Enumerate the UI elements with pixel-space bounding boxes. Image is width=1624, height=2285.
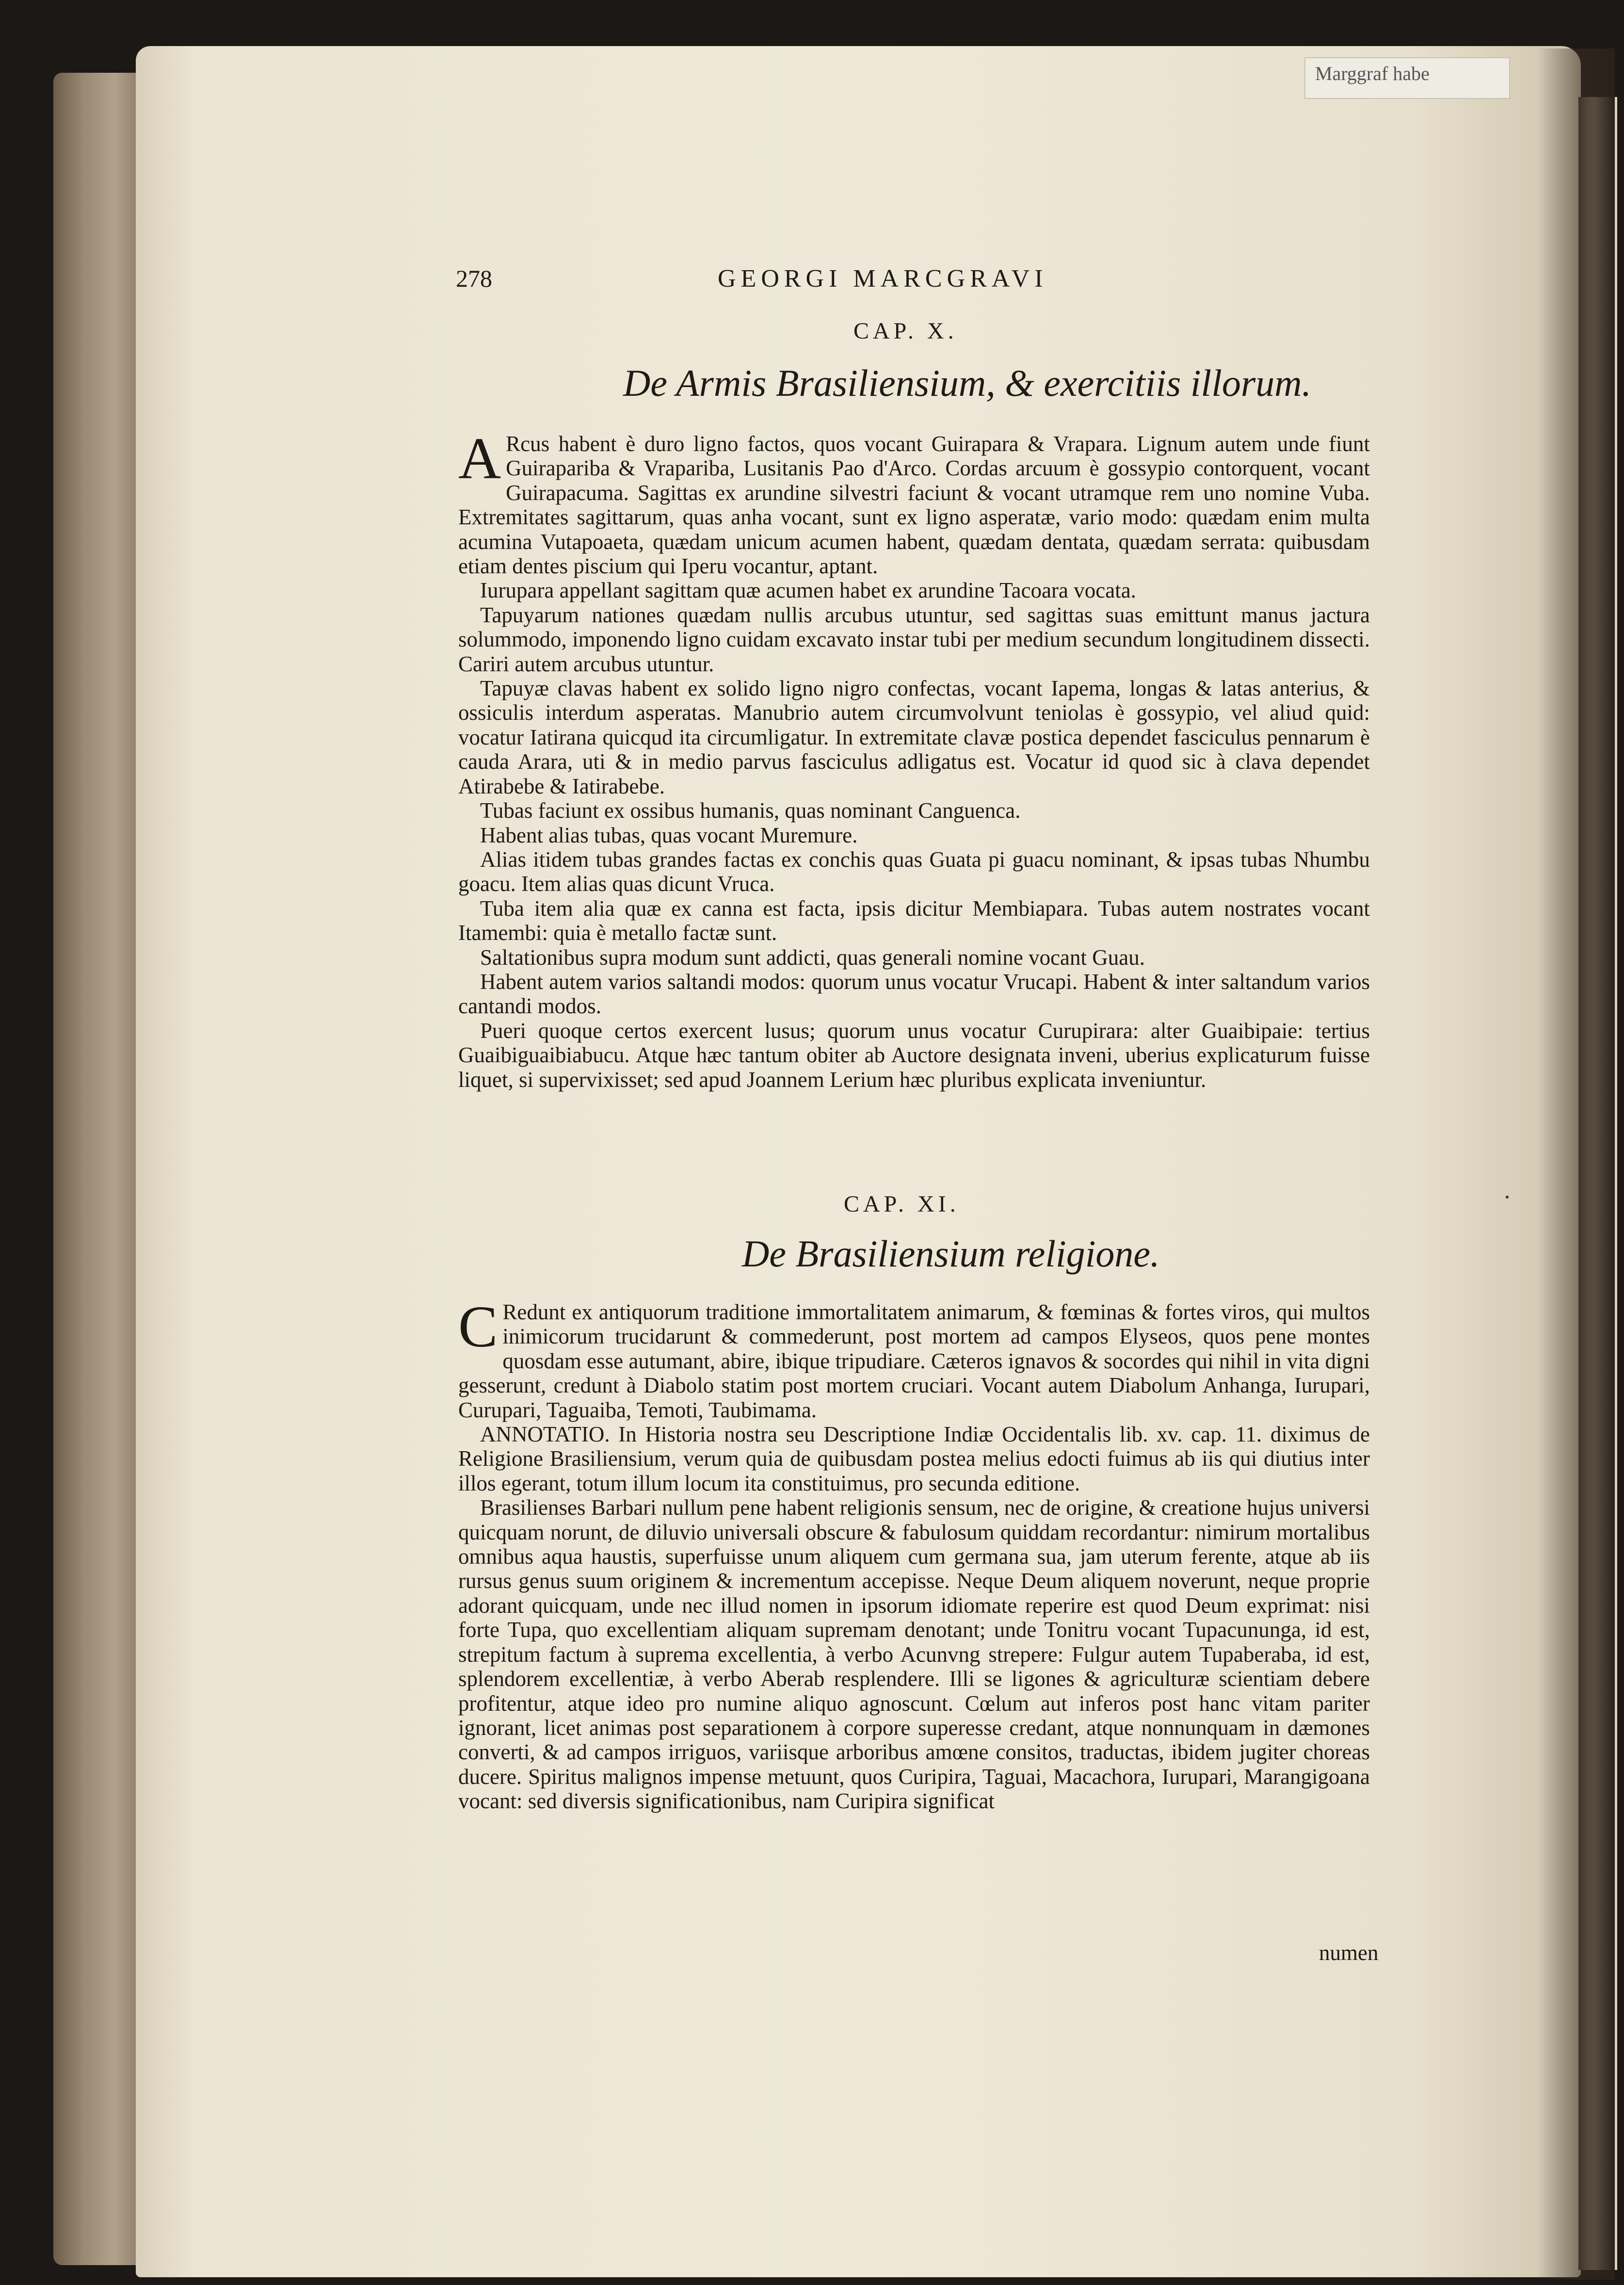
paragraph: Iurupara appellant sagittam quæ acumen habet ex arundine Tacoara vocata. xyxy=(480,578,1136,603)
drop-cap: A xyxy=(458,426,501,491)
paragraph: Brasilienses Barbari nullum pene habent religionis sensum, nec de origine, & creatione hujus universi quicquam norunt, de diluvio universali obscure & fabulosum quiddam recordantur: nimirum mortalibus omnibus aqua haustis, superfuisse unum aliquem cum germana sua, jam uterum ferente, atque ab iis rursus genus suum originem & incrementum accepisse. Neque Deum aliquem noverunt, neque proprie adorant quicquam, unde nec illud nomen in ipsorum idiomate reperire est quod Deum exprimat: nisi forte Tupa, quo excellentiam aliquam supremam denotant; unde Tonitru vocant Tupacununga, id est, strepitum factum à suprema excellentia, à verbo Acunvng strepere: Fulgur autem Tupaberaba, id est, splendorem excellentiæ, à verbo Aberab resplendere. Illi se ligones & agriculturæ scientiam debere profitentur, atque ideo pro numine aliquo agnoscunt. Cœlum aut inferos post hanc vitam pariter ignorant, licet animas post separationem à corpore superesse credant, atque nonnunquam in dæmones converti, & ad campos irriguos, variisque arboribus amœne consitos, traductas, ibidem jugiter choreas ducere. Spiritus malignos impense metuunt, quos Curipira, Taguai, Macachora, Iurupari, Marangigoana vocant: sed diversis significationibus, nam Curipira significat xyxy=(458,1495,1370,1814)
paragraph: A Rcus habent è duro ligno factos, quos vocant Guirapara & Vrapara. Lignum autem unde fiunt Guirapariba & Vrapariba, Lusitanis Pao d'Arco. Cordas arcuum è gossypio contorquent, vocant Guirapacuma. Sagittas ex arundine silvestri faciunt & vocant utramque rem uno nomine Vuba. Extremitates sagittarum, quas anha vocant, sunt ex ligno asperatæ, vario modo: quædam enim multa acumina Vutapoaeta, quædam unicum acumen habent, quædam dentata, quædam serrata: quibusdam etiam dentes piscium qui Iperu vocantur, aptant. xyxy=(458,426,1370,579)
ink-speck xyxy=(1506,1196,1509,1199)
library-tab xyxy=(1304,57,1510,99)
annotation-paragraph: ANNOTATIO. In Historia nostra seu Descriptione Indiæ Occidentalis lib. xv. cap. 11. diximus de Religione Brasiliensium, verum quia de quibusdam postea melius edocti fuimus ab iis qui diutius inter illos egerant, totum illum locum ita constituimus, pro secunda editione. xyxy=(458,1422,1370,1495)
page-header xyxy=(0,264,1624,298)
paragraph: Pueri quoque certos exercent lusus; quorum unus vocatur Curupirara: alter Guaibipaie: tertius Guaibiguaibiabucu. Atque hæc tantum obiter ab Auctore designata inveni, uberius explicaturum fuisse liquet, si supervixisset; sed apud Joannem Lerium hæc pluribus explicata inveniuntur. xyxy=(458,1018,1370,1092)
paragraph: Habent autem varios saltandi modos: quorum unus vocatur Vrucapi. Habent & inter saltandum varios cantandi modos. xyxy=(458,969,1370,1019)
chapter-x-body xyxy=(458,426,1370,1092)
chapter-xi-title: De Brasiliensium religione. xyxy=(742,1232,1160,1275)
catchword: numen xyxy=(1319,1941,1379,1965)
library-tab-text: Marggraf habe xyxy=(1315,63,1430,84)
paragraph: Alias itidem tubas grandes factas ex conchis quas Guata pi guacu nominant, & ipsas tubas Nhumbu goacu. Item alias quas dicunt Vruca. xyxy=(458,847,1370,896)
paragraph: Tapuyarum nationes quædam nullis arcubus utuntur, sed sagittas suas emittunt manus jactura solummodo, imponendo ligno cuidam excavato instar tubi per medium secundum longitudinem dissecti. Cariri autem arcubus utuntur. xyxy=(458,602,1370,676)
running-head: GEORGI MARCGRAVI xyxy=(718,265,1048,292)
chapter-x-title: De Armis Brasiliensium, & exercitiis illorum. xyxy=(623,362,1312,404)
chapter-xi-label: CAP. XI. xyxy=(844,1191,960,1217)
paragraph: Habent alias tubas, quas vocant Muremure. xyxy=(480,823,858,847)
paragraph: Tuba item alia quæ ex canna est facta, ipsis dicitur Membiapara. Tubas autem nostrates vocant Itamembi: quia è metallo factæ sunt. xyxy=(458,896,1370,945)
chapter-x-label: CAP. X. xyxy=(853,318,958,344)
paragraph: Saltationibus supra modum sunt addicti, quas generali nomine vocant Guau. xyxy=(480,945,1145,970)
drop-cap: C xyxy=(458,1294,498,1360)
spine-shadow xyxy=(1537,49,1615,2280)
paragraph: Tapuyæ clavas habent ex solido ligno nigro confectas, vocant Iapema, longas & latas anterius, & ossiculis interdum asperatas. Manubrio autem circumvolvunt teniolas è gossypio, vel aliud quid: vocatur Iatirana quicqud ita circumligatur. In extremitate clavæ postica dependet fasciculus pennarum è cauda Arara, uti & in medio parvus fasciculus adligatus est. Vocatur id quod sic à clava dependet Atirabebe & Iatirabebe. xyxy=(458,676,1370,798)
paragraph: Tubas faciunt ex ossibus humanis, quas nominant Canguenca. xyxy=(480,798,1021,823)
chapter-xi-body xyxy=(458,1294,1370,1814)
page-number: 278 xyxy=(456,265,492,292)
paragraph: C Redunt ex antiquorum traditione immortalitatem animarum, & fœminas & fortes viros, qui multos inimicorum trucidarunt & commederunt, post mortem ad campos Elyseos, quos pene montes quosdam esse autumant, abire, ibique tripudiare. Cæteros ignavos & socordes qui nihil in vita digni gesserunt, credunt à Diabolo statim post mortem cruciari. Vocant autem Diabolum Anhanga, Iurupari, Curupari, Taguaiba, Temoti, Taubimama. xyxy=(458,1294,1370,1422)
